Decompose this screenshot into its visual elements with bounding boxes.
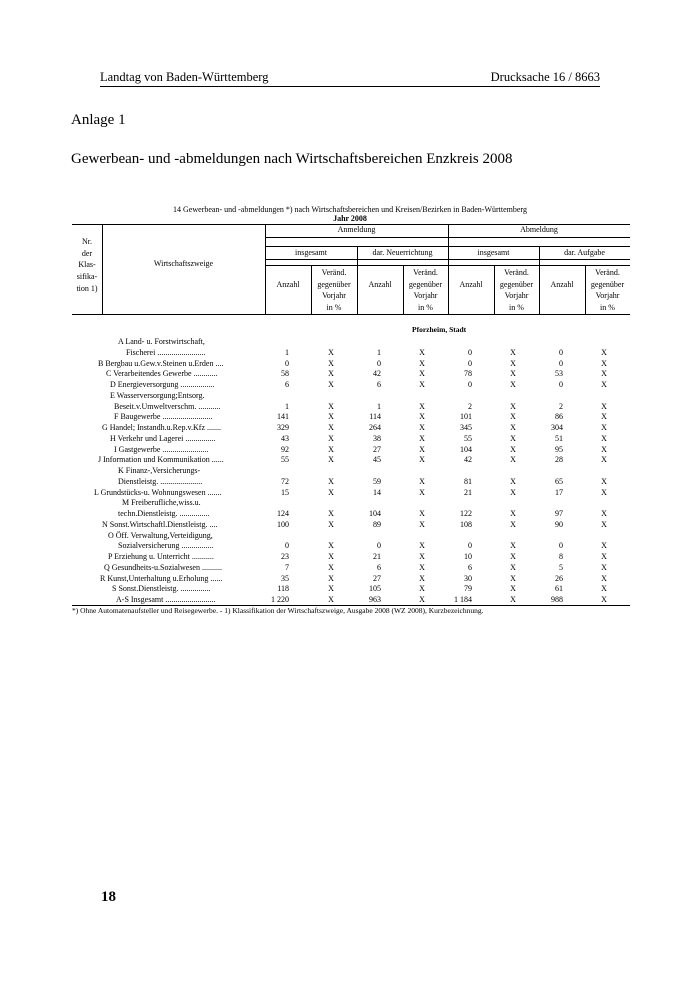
count-cell: 264 [369, 423, 381, 432]
change-cell: X [510, 369, 516, 379]
table-row [70, 508, 632, 519]
count-cell: 2 [468, 401, 472, 411]
count-cell: 21 [373, 552, 381, 561]
count-cell: 89 [373, 519, 381, 529]
change-cell: X [419, 573, 425, 583]
anzahl-header: Anzahl [368, 280, 392, 289]
change-cell: X [601, 562, 607, 572]
change-cell: X [328, 455, 334, 465]
change-cell: X [328, 433, 334, 443]
table-row [70, 379, 632, 390]
count-cell: 26 [555, 573, 563, 583]
anzahl-header: Anzahl [276, 280, 300, 289]
change-cell: X [419, 444, 425, 454]
change-cell: X [510, 487, 516, 497]
row-label: H Verkehr und Lagerei ............... [110, 433, 216, 443]
table-row [70, 358, 632, 369]
row-label: O Öff. Verwaltung,Verteidigung, [108, 530, 213, 540]
count-cell: 53 [555, 369, 563, 379]
row-label: Sozialversicherung ................ [118, 541, 214, 551]
count-cell: 1 [285, 401, 289, 411]
row-label: Dienstleistg. ..................... [118, 476, 203, 486]
change-cell: X [601, 487, 607, 497]
change-cell: X [510, 401, 516, 411]
table-row [70, 347, 632, 358]
change-cell: X [328, 487, 334, 497]
change-cell: X [328, 541, 334, 551]
table-row [70, 368, 632, 379]
row-label: I Gastgewerbe ....................... [114, 444, 209, 454]
veraenderung-header: Veränd. gegenüber Vorjahr in % [317, 268, 351, 313]
count-cell: 58 [281, 369, 289, 379]
change-cell: X [510, 595, 516, 604]
count-cell: 114 [369, 412, 381, 422]
change-cell: X [510, 562, 516, 572]
count-cell: 23 [281, 552, 289, 561]
document-title: Gewerbean- und -abmeldungen nach Wirtschaftsbereichen Enzkreis 2008 [71, 151, 513, 167]
change-cell: X [419, 380, 425, 389]
change-cell: X [328, 369, 334, 379]
change-cell: X [419, 552, 425, 561]
row-label: Fischerei ........................ [126, 347, 206, 357]
row-label: S Sonst.Dienstleistg. ............... [112, 584, 211, 594]
change-cell: X [601, 433, 607, 443]
abmeldung-header: Abmeldung [520, 225, 558, 234]
change-cell: X [510, 444, 516, 454]
count-cell: 0 [559, 380, 563, 389]
count-cell: 1 [377, 347, 381, 357]
count-cell: 0 [377, 358, 381, 368]
insgesamt-abmeldung-header: insgesamt [477, 248, 510, 257]
aufgabe-header: dar. Aufgabe [564, 248, 605, 257]
header-rule [100, 86, 600, 87]
count-cell: 0 [468, 347, 472, 357]
change-cell: X [328, 358, 334, 368]
count-cell: 55 [464, 433, 472, 443]
change-cell: X [419, 433, 425, 443]
table-row [70, 454, 632, 465]
row-label: A-S Insgesamt ......................... [116, 595, 216, 604]
anzahl-header: Anzahl [459, 280, 483, 289]
row-label: G Handel; Instandh.u.Rep.v.Kfz ....... [102, 423, 222, 432]
table-row [70, 540, 632, 551]
change-cell: X [419, 369, 425, 379]
table-row [70, 497, 632, 508]
anlage-label: Anlage 1 [71, 112, 126, 128]
count-cell: 0 [377, 541, 381, 551]
count-cell: 43 [281, 433, 289, 443]
change-cell: X [601, 412, 607, 422]
change-cell: X [510, 423, 516, 432]
count-cell: 122 [460, 509, 472, 518]
change-cell: X [328, 595, 334, 604]
count-cell: 0 [559, 358, 563, 368]
count-cell: 15 [281, 487, 289, 497]
change-cell: X [419, 562, 425, 572]
change-cell: X [510, 412, 516, 422]
count-cell: 101 [460, 412, 472, 422]
count-cell: 35 [281, 573, 289, 583]
count-cell: 6 [285, 380, 289, 389]
table-row [70, 594, 632, 605]
count-cell: 104 [369, 509, 381, 518]
table-row [70, 465, 632, 476]
row-label: C Verarbeitendes Gewerbe ............ [106, 369, 218, 379]
change-cell: X [328, 562, 334, 572]
change-cell: X [419, 347, 425, 357]
change-cell: X [510, 476, 516, 486]
change-cell: X [601, 347, 607, 357]
change-cell: X [510, 455, 516, 465]
header-right: Drucksache 16 / 8663 [490, 70, 600, 84]
count-cell: 65 [555, 476, 563, 486]
count-cell: 2 [559, 401, 563, 411]
table-footnote: *) Ohne Automatenaufsteller und Reisegewerbe. - 1) Klassifikation der Wirtschaftszweige, Ausgabe 2008 (WZ 2008), Kurzbezeichnung. [72, 606, 484, 615]
change-cell: X [419, 595, 425, 604]
table-row [70, 433, 632, 444]
table-row [70, 573, 632, 584]
change-cell: X [601, 423, 607, 432]
col-wirtschaftszweige-header: Wirtschaftszweige [153, 259, 214, 268]
count-cell: 81 [464, 476, 472, 486]
row-label: L Grundstücks-u. Wohnungswesen ....... [94, 487, 222, 497]
change-cell: X [510, 584, 516, 594]
change-cell: X [601, 369, 607, 379]
count-cell: 0 [285, 358, 289, 368]
change-cell: X [328, 423, 334, 432]
change-cell: X [510, 347, 516, 357]
change-cell: X [510, 358, 516, 368]
count-cell: 42 [373, 369, 381, 379]
change-cell: X [510, 552, 516, 561]
table-row [70, 444, 632, 455]
change-cell: X [419, 519, 425, 529]
count-cell: 0 [468, 541, 472, 551]
count-cell: 0 [559, 347, 563, 357]
count-cell: 304 [551, 423, 563, 432]
row-label: P Erziehung u. Unterricht ........... [108, 552, 214, 561]
count-cell: 1 [285, 347, 289, 357]
change-cell: X [601, 455, 607, 465]
change-cell: X [328, 552, 334, 561]
count-cell: 100 [277, 519, 289, 529]
change-cell: X [419, 423, 425, 432]
change-cell: X [328, 444, 334, 454]
table-row [70, 411, 632, 422]
table-row [70, 583, 632, 594]
col-nr-header: Nr. der Klas- sifika- tion 1) [76, 237, 98, 293]
page-header [72, 70, 628, 86]
table-row [70, 551, 632, 562]
change-cell: X [601, 573, 607, 583]
table-row [70, 530, 632, 541]
count-cell: 988 [551, 595, 563, 604]
count-cell: 104 [460, 444, 472, 454]
table-row [70, 401, 632, 412]
row-label: techn.Dienstleistg. ............... [118, 509, 210, 518]
change-cell: X [601, 509, 607, 518]
table-row [70, 487, 632, 498]
count-cell: 0 [285, 541, 289, 551]
count-cell: 27 [373, 573, 381, 583]
table-year: Jahr 2008 [333, 214, 367, 223]
count-cell: 6 [377, 380, 381, 389]
change-cell: X [328, 401, 334, 411]
change-cell: X [328, 380, 334, 389]
change-cell: X [601, 552, 607, 561]
change-cell: X [328, 476, 334, 486]
count-cell: 38 [373, 433, 381, 443]
change-cell: X [328, 584, 334, 594]
table-row [70, 390, 632, 401]
veraenderung-header: Veränd. gegenüber Vorjahr in % [590, 268, 625, 313]
change-cell: X [419, 476, 425, 486]
row-label: Beseit.v.Umweltverschm. ........... [114, 401, 221, 411]
change-cell: X [510, 541, 516, 551]
count-cell: 345 [460, 423, 472, 432]
count-cell: 108 [460, 519, 472, 529]
change-cell: X [419, 358, 425, 368]
row-label: A Land- u. Forstwirtschaft, [118, 337, 205, 346]
count-cell: 7 [285, 562, 289, 572]
change-cell: X [419, 541, 425, 551]
count-cell: 5 [559, 562, 563, 572]
count-cell: 21 [464, 487, 472, 497]
change-cell: X [328, 573, 334, 583]
count-cell: 30 [464, 573, 472, 583]
count-cell: 17 [555, 487, 563, 497]
row-label: B Bergbau u.Gew.v.Steinen u.Erden .... [98, 358, 224, 368]
region-label: Pforzheim, Stadt [412, 325, 467, 334]
anzahl-header: Anzahl [550, 280, 574, 289]
count-cell: 14 [373, 487, 381, 497]
change-cell: X [601, 476, 607, 486]
count-cell: 8 [559, 552, 563, 561]
change-cell: X [419, 509, 425, 518]
table-row [70, 562, 632, 573]
count-cell: 78 [464, 369, 472, 379]
count-cell: 72 [281, 476, 289, 486]
count-cell: 61 [555, 584, 563, 594]
count-cell: 55 [281, 455, 289, 465]
table-row [70, 476, 632, 487]
change-cell: X [601, 584, 607, 594]
row-label: E Wasserversorgung;Entsorg. [110, 390, 205, 400]
count-cell: 95 [555, 444, 563, 454]
count-cell: 105 [369, 584, 381, 594]
count-cell: 86 [555, 412, 563, 422]
count-cell: 6 [468, 562, 472, 572]
change-cell: X [601, 541, 607, 551]
count-cell: 90 [555, 519, 563, 529]
count-cell: 118 [277, 584, 289, 594]
count-cell: 10 [464, 552, 472, 561]
row-label: Q Gesundheits-u.Sozialwesen .......... [104, 562, 222, 572]
row-label: K Finanz-,Versicherungs- [118, 466, 201, 475]
count-cell: 92 [281, 444, 289, 454]
count-cell: 59 [373, 476, 381, 486]
row-label: F Baugewerbe ......................... [114, 412, 213, 422]
change-cell: X [510, 433, 516, 443]
count-cell: 97 [555, 509, 563, 518]
change-cell: X [510, 519, 516, 529]
row-label: R Kunst,Unterhaltung u.Erholung ...... [100, 573, 223, 583]
change-cell: X [601, 358, 607, 368]
change-cell: X [328, 347, 334, 357]
change-cell: X [510, 380, 516, 389]
table-title: 14 Gewerbean- und -abmeldungen *) nach Wirtschaftsbereichen und Kreisen/Bezirken in Baden-Württemberg [173, 205, 527, 214]
veraenderung-header: Veränd. gegenüber Vorjahr in % [499, 268, 534, 313]
change-cell: X [419, 455, 425, 465]
count-cell: 329 [277, 423, 289, 432]
insgesamt-anmeldung-header: insgesamt [295, 248, 327, 257]
count-cell: 27 [373, 444, 381, 454]
count-cell: 1 220 [271, 595, 289, 604]
count-cell: 45 [373, 455, 381, 465]
table-row [70, 519, 632, 530]
count-cell: 51 [555, 433, 563, 443]
change-cell: X [601, 401, 607, 411]
change-cell: X [419, 487, 425, 497]
count-cell: 42 [464, 455, 472, 465]
count-cell: 124 [277, 509, 289, 518]
count-cell: 0 [468, 380, 472, 389]
count-cell: 79 [464, 584, 472, 594]
change-cell: X [601, 444, 607, 454]
count-cell: 0 [468, 358, 472, 368]
veraenderung-header: Veränd. gegenüber Vorjahr in % [408, 268, 443, 313]
change-cell: X [419, 584, 425, 594]
count-cell: 1 184 [454, 595, 472, 604]
table-row [70, 422, 632, 433]
table-row [70, 336, 632, 347]
change-cell: X [419, 401, 425, 411]
header-left: Landtag von Baden-Württemberg [100, 70, 269, 84]
count-cell: 0 [559, 541, 563, 551]
page-number: 18 [101, 889, 116, 905]
change-cell: X [419, 412, 425, 422]
change-cell: X [601, 595, 607, 604]
count-cell: 6 [377, 562, 381, 572]
change-cell: X [601, 519, 607, 529]
count-cell: 141 [277, 412, 289, 422]
row-label: D Energieversorgung ................. [110, 380, 215, 389]
change-cell: X [328, 412, 334, 422]
row-label: J Information und Kommunikation ...... [98, 455, 224, 465]
anmeldung-header: Anmeldung [337, 225, 376, 234]
change-cell: X [601, 380, 607, 389]
count-cell: 963 [369, 595, 381, 604]
count-cell: 1 [377, 401, 381, 411]
change-cell: X [328, 519, 334, 529]
row-label: N Sonst.Wirtschaftl.Dienstleistg. .... [102, 519, 218, 529]
change-cell: X [510, 573, 516, 583]
count-cell: 28 [555, 455, 563, 465]
change-cell: X [328, 509, 334, 518]
change-cell: X [510, 509, 516, 518]
neuerrichtung-header: dar. Neuerrichtung [372, 248, 433, 257]
row-label: M Freiberufliche,wiss.u. [122, 498, 201, 508]
